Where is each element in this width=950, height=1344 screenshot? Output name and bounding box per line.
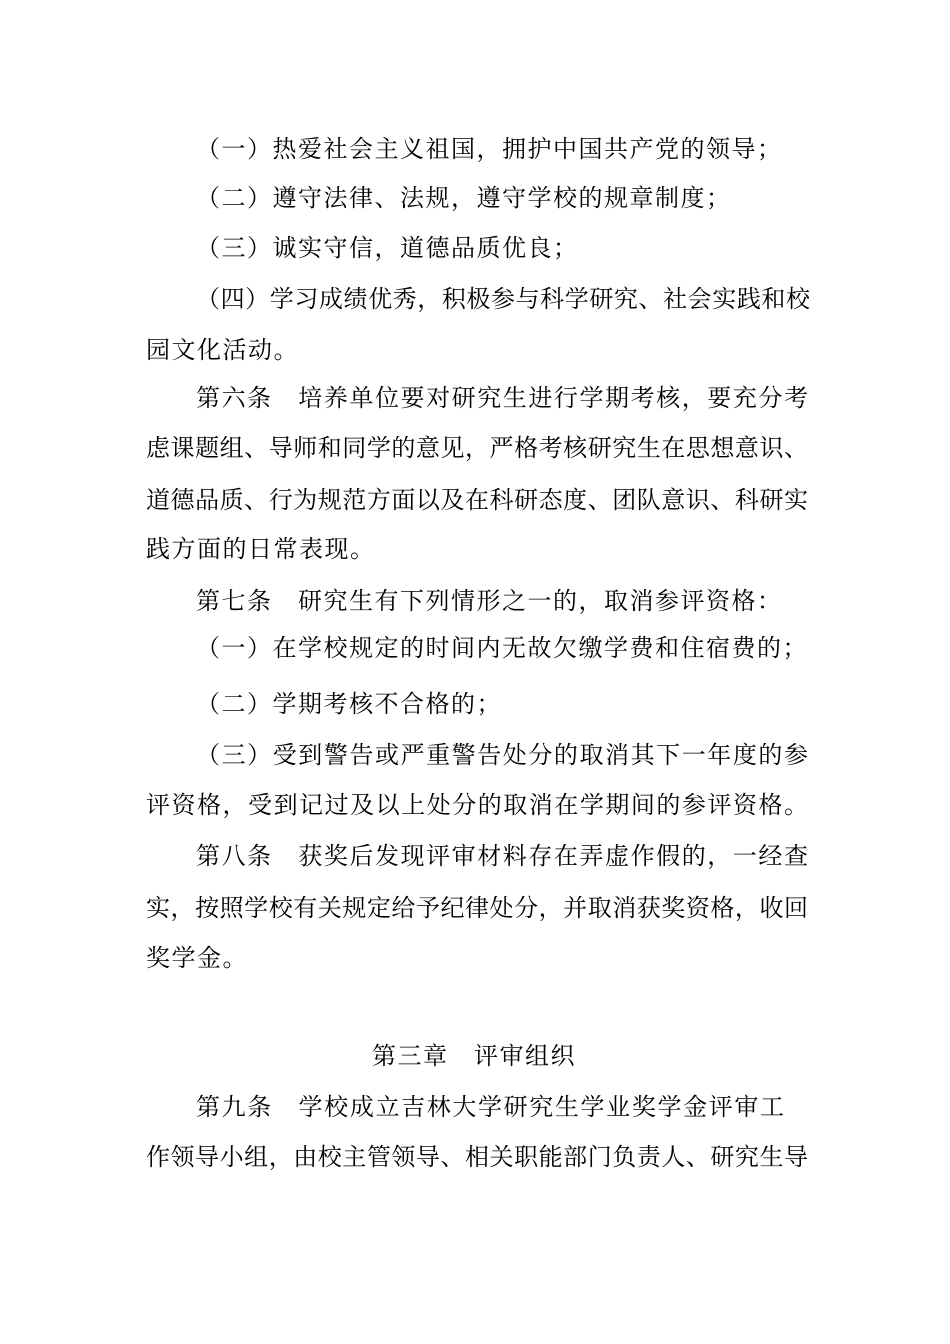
clause-2-line: （二）遵守法律、法规，遵守学校的规章制度；: [196, 184, 732, 212]
clause-4-line-2: 园文化活动。: [146, 336, 299, 364]
article-8-line-1: 第八条 获奖后发现评审材料存在弄虚作假的，一经查: [196, 842, 808, 870]
article-7-item-3-line-1: （三）受到警告或严重警告处分的取消其下一年度的参: [196, 741, 808, 769]
article-9-line-1: 第九条 学校成立吉林大学研究生学业奖学金评审工: [196, 1093, 784, 1121]
article-8-line-2: 实，按照学校有关规定给予纪律处分，并取消获奖资格，收回: [146, 894, 808, 922]
clause-3-line: （三）诚实守信，道德品质优良；: [196, 234, 579, 262]
article-9-line-2: 作领导小组，由校主管领导、相关职能部门负责人、研究生导: [146, 1143, 808, 1171]
chapter-3-heading: 第三章 评审组织: [372, 1042, 576, 1070]
article-6-line-1: 第六条 培养单位要对研究生进行学期考核，要充分考: [196, 384, 808, 412]
article-6-line-2: 虑课题组、导师和同学的意见，严格考核研究生在思想意识、: [146, 434, 808, 462]
article-6-line-3: 道德品质、行为规范方面以及在科研态度、团队意识、科研实: [146, 486, 808, 514]
article-8-line-3: 奖学金。: [146, 944, 248, 972]
article-7-heading-line: 第七条 研究生有下列情形之一的，取消参评资格：: [196, 587, 783, 615]
article-7-item-2: （二）学期考核不合格的；: [196, 690, 502, 718]
article-7-item-1: （一）在学校规定的时间内无故欠缴学费和住宿费的；: [196, 634, 808, 662]
article-6-line-4: 践方面的日常表现。: [146, 535, 376, 563]
article-7-item-3-line-2: 评资格，受到记过及以上处分的取消在学期间的参评资格。: [146, 791, 808, 819]
clause-4-line-1: （四）学习成绩优秀，积极参与科学研究、社会实践和校: [196, 285, 810, 313]
clause-1-line: （一）热爱社会主义祖国，拥护中国共产党的领导；: [196, 135, 783, 163]
